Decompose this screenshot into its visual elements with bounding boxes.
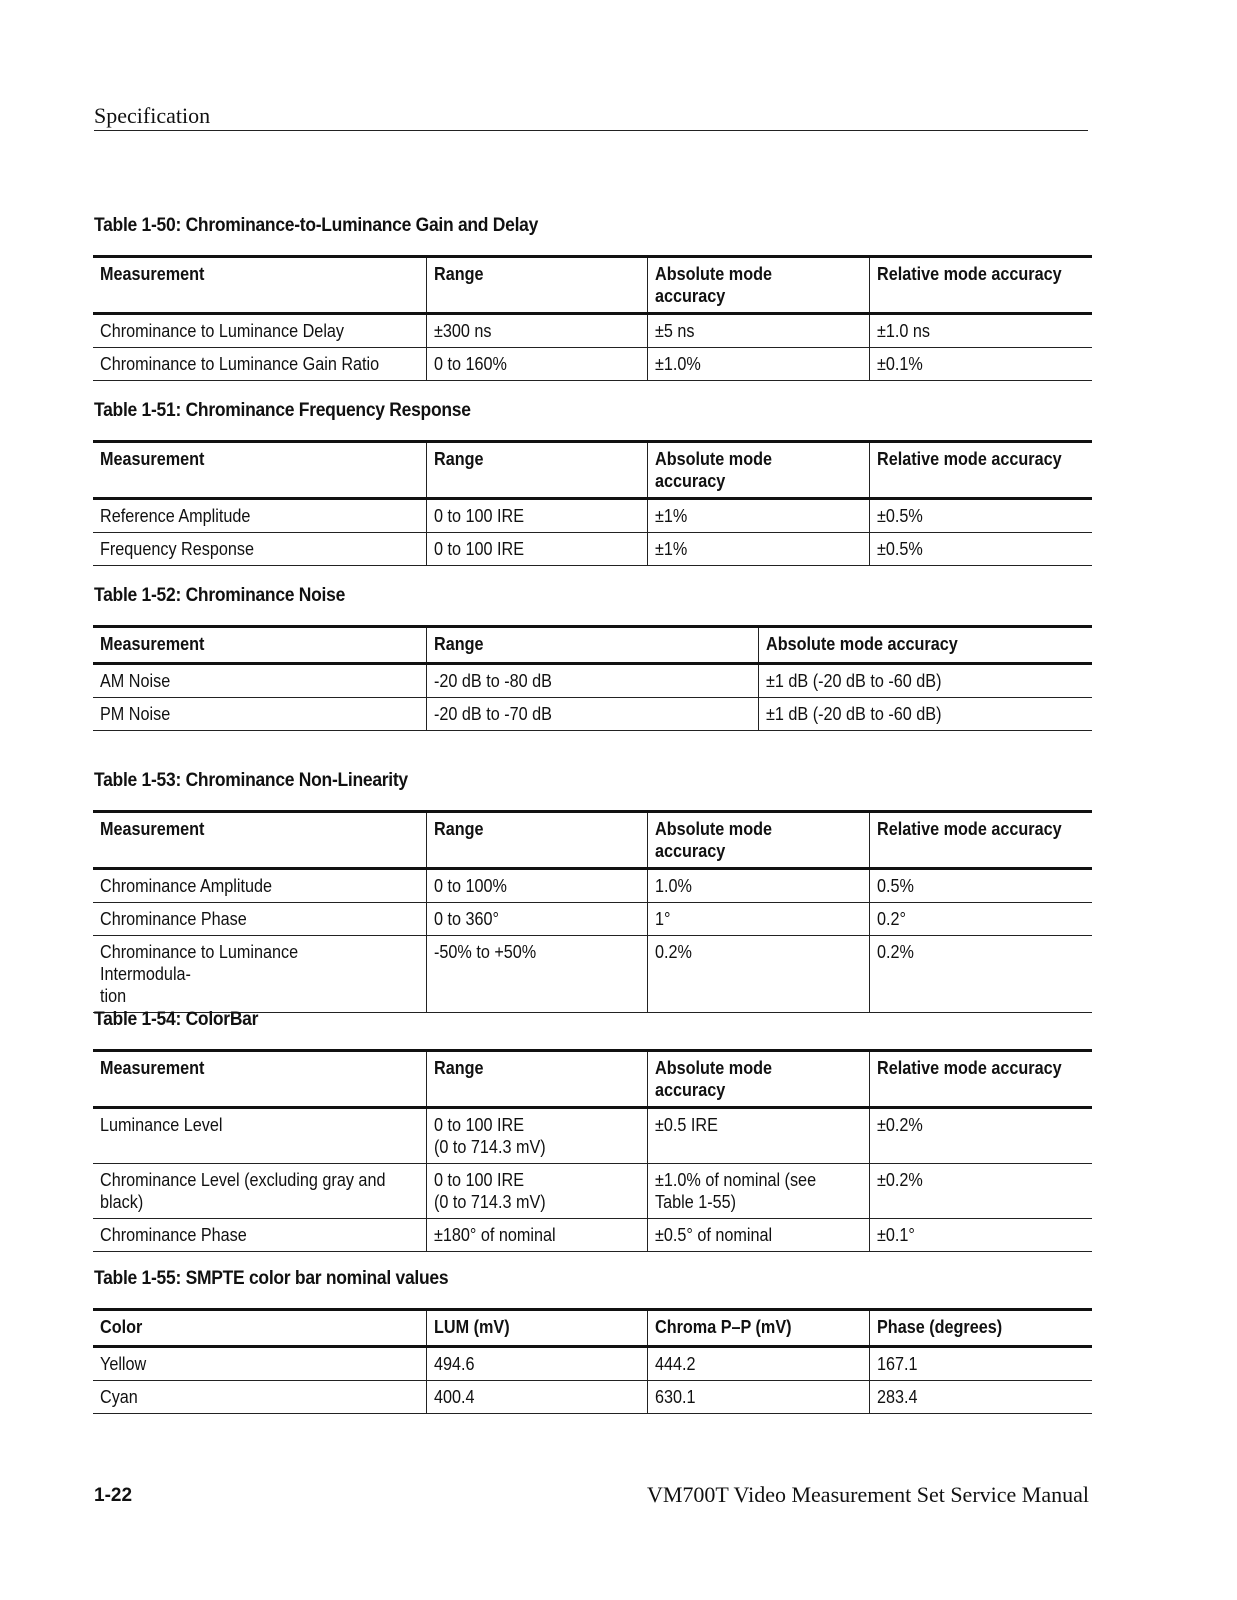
column-header-label: Range	[433, 1058, 484, 1078]
manual-title: VM700T Video Measurement Set Service Manual	[646, 1482, 1089, 1507]
column-header	[93, 812, 426, 869]
table-cell	[647, 348, 869, 381]
cell-text: ±0.2%	[876, 1115, 923, 1135]
table-cell	[93, 698, 426, 731]
column-header	[93, 442, 426, 499]
cell-text: ±5 ns	[654, 321, 695, 341]
table-cell	[869, 348, 1092, 381]
table-cell	[869, 936, 1092, 1013]
table-cell	[869, 1164, 1092, 1219]
table-cell	[426, 664, 758, 698]
cell-text: ±180° of nominal	[433, 1225, 556, 1245]
column-header-label: Measurement	[100, 819, 205, 839]
table-header-row	[93, 442, 1092, 499]
column-header-label: Measurement	[100, 1058, 205, 1078]
spec-table	[93, 440, 1092, 566]
table-row	[93, 533, 1092, 566]
table-cell	[869, 869, 1092, 903]
cell-text: 630.1	[654, 1387, 696, 1407]
column-header	[93, 257, 426, 314]
column-header	[647, 442, 869, 499]
table-caption: Table 1-50: Chrominance-to-Luminance Gain and Delay	[94, 215, 539, 236]
table-cell	[93, 348, 426, 381]
cell-text: 444.2	[654, 1354, 696, 1374]
table-cell	[647, 869, 869, 903]
table-cell	[93, 1347, 426, 1381]
table-cell	[93, 869, 426, 903]
table-block	[93, 770, 1092, 1013]
column-header-label: Range	[433, 264, 484, 284]
cell-text: Chrominance Amplitude	[100, 876, 272, 896]
column-header	[93, 627, 426, 664]
table-cell	[426, 903, 647, 936]
cell-text: 0 to 100 IRE	[433, 539, 524, 559]
column-header-label: Absolute mode accuracy	[765, 634, 958, 654]
cell-text: Chrominance to Luminance Delay	[100, 321, 345, 341]
table-cell	[758, 698, 1092, 731]
table-cell	[758, 664, 1092, 698]
table-header-row	[93, 627, 1092, 664]
running-head: Specification	[94, 104, 1088, 131]
cell-text: 0 to 100 IRE (0 to 714.3 mV)	[433, 1170, 546, 1212]
cell-text: ±1.0 ns	[876, 321, 930, 341]
cell-text: Cyan	[100, 1387, 138, 1407]
cell-text: 0 to 360°	[433, 909, 499, 929]
table-cell	[647, 903, 869, 936]
table-cell	[426, 1219, 647, 1252]
table-cell	[93, 936, 426, 1013]
cell-text: Chrominance to Luminance Gain Ratio	[100, 354, 380, 374]
column-header-label: Absolute mode accuracy	[654, 1058, 772, 1100]
column-header-label: Relative mode accuracy	[876, 1058, 1062, 1078]
column-header	[869, 812, 1092, 869]
cell-text: AM Noise	[100, 671, 171, 691]
table-row	[93, 348, 1092, 381]
table-cell	[647, 314, 869, 348]
table-row	[93, 499, 1092, 533]
table-cell	[93, 903, 426, 936]
cell-text: Reference Amplitude	[100, 506, 251, 526]
column-header	[426, 257, 647, 314]
table-cell	[869, 1381, 1092, 1414]
table-cell	[426, 1164, 647, 1219]
table-cell	[426, 698, 758, 731]
column-header	[869, 442, 1092, 499]
table-block	[93, 585, 1092, 731]
spec-table	[93, 810, 1092, 1013]
table-cell	[647, 1347, 869, 1381]
table-cell	[647, 499, 869, 533]
column-header-label: Relative mode accuracy	[876, 449, 1062, 469]
cell-text: 0.2°	[876, 909, 906, 929]
cell-text: 0.5%	[876, 876, 914, 896]
column-header-label: Phase (degrees)	[876, 1317, 1002, 1337]
table-block	[93, 1009, 1092, 1252]
cell-text: Frequency Response	[100, 539, 254, 559]
cell-text: 1°	[654, 909, 670, 929]
table-block	[93, 215, 1092, 381]
column-header	[426, 442, 647, 499]
table-cell	[647, 936, 869, 1013]
column-header-label: Absolute mode accuracy	[654, 449, 772, 491]
cell-text: 400.4	[433, 1387, 475, 1407]
table-block	[93, 400, 1092, 566]
column-header	[647, 257, 869, 314]
table-cell	[647, 1108, 869, 1164]
page-number: 1-22	[94, 1485, 133, 1506]
column-header	[758, 627, 1092, 664]
cell-text: Chrominance Level (excluding gray and black)	[100, 1170, 386, 1212]
table-cell	[869, 1347, 1092, 1381]
table-row	[93, 1108, 1092, 1164]
table-cell	[869, 1219, 1092, 1252]
table-row	[93, 1381, 1092, 1414]
column-header-label: Range	[433, 634, 484, 654]
cell-text: 1.0%	[654, 876, 692, 896]
table-cell	[426, 533, 647, 566]
column-header	[93, 1310, 426, 1347]
cell-text: Chrominance Phase	[100, 1225, 247, 1245]
cell-text: 0 to 160%	[433, 354, 507, 374]
cell-text: -20 dB to -80 dB	[433, 671, 552, 691]
cell-text: 0 to 100%	[433, 876, 507, 896]
table-row	[93, 903, 1092, 936]
cell-text: ±1 dB (-20 dB to -60 dB)	[765, 671, 941, 691]
cell-text: ±1%	[654, 539, 687, 559]
column-header	[869, 1051, 1092, 1108]
column-header	[426, 1051, 647, 1108]
table-cell	[93, 499, 426, 533]
column-header-label: Measurement	[100, 264, 205, 284]
column-header	[647, 812, 869, 869]
table-row	[93, 664, 1092, 698]
table-caption: Table 1-53: Chrominance Non-Linearity	[94, 770, 408, 791]
cell-text: 0.2%	[876, 942, 914, 962]
spec-table	[93, 1049, 1092, 1252]
table-header-row	[93, 1051, 1092, 1108]
column-header-label: Absolute mode accuracy	[654, 264, 772, 306]
table-cell	[93, 664, 426, 698]
table-cell	[426, 1381, 647, 1414]
column-header-label: Chroma P–P (mV)	[654, 1317, 792, 1337]
cell-text: ±0.1°	[876, 1225, 915, 1245]
table-row	[93, 936, 1092, 1013]
table-cell	[647, 1219, 869, 1252]
table-cell	[426, 348, 647, 381]
spec-table	[93, 255, 1092, 381]
table-cell	[647, 533, 869, 566]
cell-text: ±0.1%	[876, 354, 923, 374]
cell-text: 0 to 100 IRE (0 to 714.3 mV)	[433, 1115, 546, 1157]
cell-text: PM Noise	[100, 704, 171, 724]
spec-table	[93, 1308, 1092, 1414]
table-row	[93, 698, 1092, 731]
column-header	[647, 1310, 869, 1347]
cell-text: 0.2%	[654, 942, 692, 962]
column-header	[426, 627, 758, 664]
table-cell	[869, 903, 1092, 936]
cell-text: 0 to 100 IRE	[433, 506, 524, 526]
column-header-label: Range	[433, 449, 484, 469]
table-header-row	[93, 257, 1092, 314]
cell-text: ±1.0%	[654, 354, 701, 374]
column-header-label: Absolute mode accuracy	[654, 819, 772, 861]
table-cell	[426, 936, 647, 1013]
spec-table	[93, 625, 1092, 731]
cell-text: -50% to +50%	[433, 942, 536, 962]
table-cell	[426, 499, 647, 533]
table-caption: Table 1-52: Chrominance Noise	[94, 585, 346, 606]
table-row	[93, 314, 1092, 348]
table-cell	[869, 533, 1092, 566]
cell-text: ±0.5° of nominal	[654, 1225, 772, 1245]
cell-text: 494.6	[433, 1354, 475, 1374]
table-caption: Table 1-55: SMPTE color bar nominal values	[94, 1268, 449, 1289]
cell-text: ±0.5%	[876, 506, 923, 526]
table-cell	[93, 533, 426, 566]
column-header-label: Color	[100, 1317, 143, 1337]
table-cell	[426, 1108, 647, 1164]
table-row	[93, 1347, 1092, 1381]
table-cell	[869, 1108, 1092, 1164]
column-header	[869, 257, 1092, 314]
table-block	[93, 1268, 1092, 1414]
cell-text: Chrominance to Luminance Intermodula- tion	[100, 942, 299, 1006]
table-cell	[426, 1347, 647, 1381]
cell-text: ±0.2%	[876, 1170, 923, 1190]
column-header	[93, 1051, 426, 1108]
cell-text: ±0.5 IRE	[654, 1115, 718, 1135]
column-header	[426, 812, 647, 869]
table-caption: Table 1-51: Chrominance Frequency Response	[94, 400, 471, 421]
cell-text: Luminance Level	[100, 1115, 223, 1135]
cell-text: -20 dB to -70 dB	[433, 704, 552, 724]
column-header	[426, 1310, 647, 1347]
column-header	[869, 1310, 1092, 1347]
cell-text: Chrominance Phase	[100, 909, 247, 929]
table-cell	[93, 1219, 426, 1252]
cell-text: ±300 ns	[433, 321, 492, 341]
cell-text: 283.4	[876, 1387, 918, 1407]
table-cell	[93, 314, 426, 348]
table-cell	[93, 1108, 426, 1164]
column-header-label: Relative mode accuracy	[876, 819, 1062, 839]
cell-text: ±1 dB (-20 dB to -60 dB)	[765, 704, 941, 724]
cell-text: 167.1	[876, 1354, 918, 1374]
column-header-label: LUM (mV)	[433, 1317, 510, 1337]
table-caption: Table 1-54: ColorBar	[94, 1009, 259, 1030]
table-header-row	[93, 812, 1092, 869]
table-cell	[647, 1381, 869, 1414]
table-row	[93, 869, 1092, 903]
table-cell	[426, 869, 647, 903]
cell-text: Yellow	[100, 1354, 147, 1374]
column-header-label: Measurement	[100, 634, 205, 654]
table-row	[93, 1164, 1092, 1219]
column-header-label: Measurement	[100, 449, 205, 469]
table-cell	[426, 314, 647, 348]
column-header-label: Relative mode accuracy	[876, 264, 1062, 284]
cell-text: ±1.0% of nominal (see Table 1-55)	[654, 1170, 816, 1212]
column-header-label: Range	[433, 819, 484, 839]
column-header	[647, 1051, 869, 1108]
table-cell	[869, 499, 1092, 533]
table-cell	[93, 1164, 426, 1219]
table-cell	[93, 1381, 426, 1414]
table-row	[93, 1219, 1092, 1252]
cell-text: ±1%	[654, 506, 687, 526]
table-header-row	[93, 1310, 1092, 1347]
table-cell	[647, 1164, 869, 1219]
cell-text: ±0.5%	[876, 539, 923, 559]
table-cell	[869, 314, 1092, 348]
